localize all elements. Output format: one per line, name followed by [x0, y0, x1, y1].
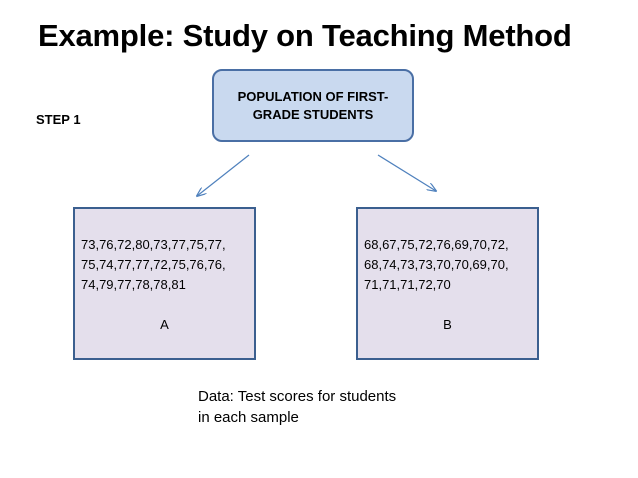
caption-line-1: Data: Test scores for students [198, 388, 397, 405]
population-box [212, 69, 414, 142]
arrow-to-sample-b [378, 155, 436, 191]
step-label: STEP 1 [36, 112, 81, 127]
sample-a-scores: 73,76,72,80,73,77,75,77, 75,74,77,77,72,75,76,76, 74,79,77,78,78,81 [81, 237, 226, 292]
page-title: Example: Study on Teaching Method [38, 18, 572, 53]
caption-line-2: in each sample [198, 409, 299, 426]
sample-b-box [356, 207, 539, 360]
data-caption [198, 386, 396, 428]
sample-b-label: B [443, 317, 452, 332]
sample-a-box [73, 207, 256, 360]
arrow-to-sample-a [197, 155, 249, 196]
sample-a-label: A [160, 317, 169, 332]
sample-b-scores: 68,67,75,72,76,69,70,72, 68,74,73,73,70,70,69,70, 71,71,71,72,70 [364, 237, 509, 292]
population-label: POPULATION OF FIRST-GRADE STUDENTS [237, 88, 389, 122]
